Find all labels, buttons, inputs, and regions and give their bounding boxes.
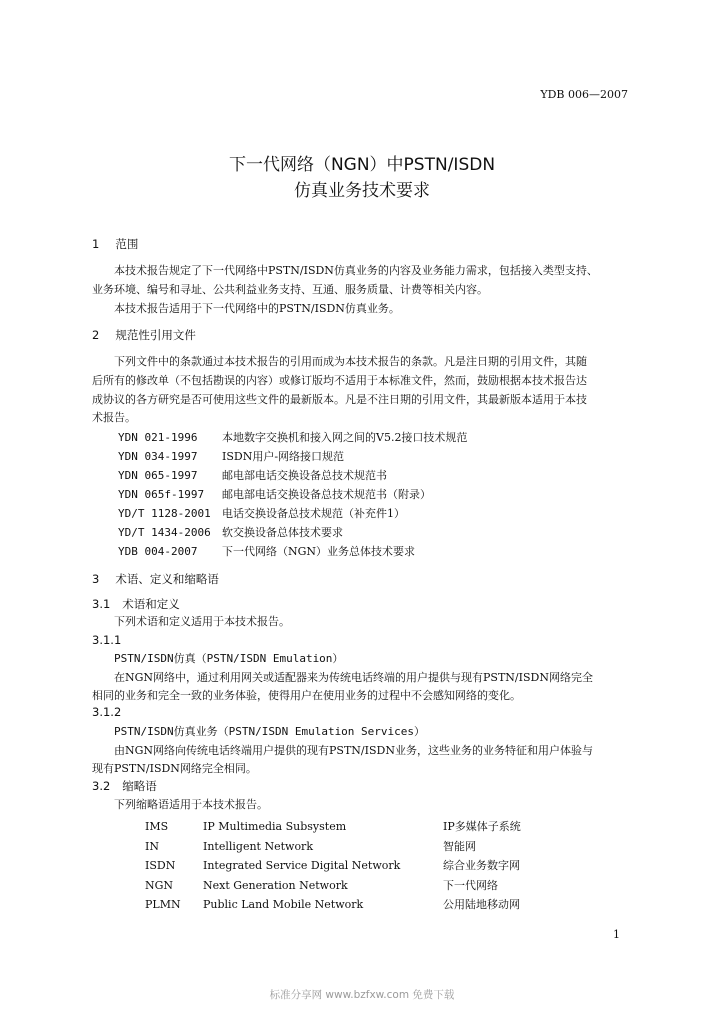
subsection-3-2-heading bbox=[92, 778, 157, 794]
reference-name: ISDN用户-网络接口规范 bbox=[222, 450, 345, 463]
abbreviation: NGN bbox=[145, 879, 174, 892]
reference-item bbox=[118, 543, 415, 559]
abbreviation-row bbox=[145, 838, 476, 854]
clause-3-1-2-number: 3.1.2 bbox=[92, 705, 122, 719]
reference-name: 邮电部电话交换设备总技术规范书 bbox=[222, 469, 387, 482]
abbreviation-chinese: 智能网 bbox=[443, 840, 476, 853]
reference-code: YDN 065-1997 bbox=[118, 469, 198, 482]
subsection-title: 缩略语 bbox=[122, 779, 157, 793]
paragraph-line: 本技术报告规定了下一代网络中PSTN/ISDN仿真业务的内容及业务能力需求，包括接入类型支持、 bbox=[114, 264, 598, 277]
abbreviation-english: Next Generation Network bbox=[203, 879, 348, 892]
paragraph-line: 术报告。 bbox=[92, 411, 136, 424]
paragraph-line: 后所有的修改单（不包括勘误的内容）或修订版均不适用于本标准文件，然而，鼓励根据本技术报告达 bbox=[92, 374, 587, 387]
reference-code: YDB 004-2007 bbox=[118, 545, 198, 558]
paragraph-line: 相同的业务和完全一致的业务体验，使得用户在使用业务的过程中不会感知网络的变化。 bbox=[92, 689, 521, 702]
section-number: 1 bbox=[92, 237, 100, 251]
clause-3-1-1-number: 3.1.1 bbox=[92, 633, 122, 647]
paragraph-line: 业务环境、编号和寻址、公共利益业务支持、互通、服务质量、计费等相关内容。 bbox=[92, 283, 488, 296]
abbreviation-english: Public Land Mobile Network bbox=[203, 898, 364, 911]
abbreviation-english: Integrated Service Digital Network bbox=[203, 859, 401, 872]
page-number: 1 bbox=[613, 928, 620, 941]
paragraph-line: 成协议的各方研究是否可使用这些文件的最新版本。凡是不注日期的引用文件，其最新版本适用于本技 bbox=[92, 393, 587, 406]
reference-code: YDN 034-1997 bbox=[118, 450, 198, 463]
section-2-heading bbox=[92, 327, 196, 343]
reference-code: YD/T 1128-2001 bbox=[118, 507, 211, 520]
subsection-number: 3.1 bbox=[92, 597, 111, 611]
term-3-1-1: PSTN/ISDN仿真（PSTN/ISDN Emulation） bbox=[114, 652, 344, 665]
reference-item bbox=[118, 486, 431, 502]
paragraph-line: 本技术报告适用于下一代网络中的PSTN/ISDN仿真业务。 bbox=[114, 302, 400, 315]
term-3-1-2: PSTN/ISDN仿真业务（PSTN/ISDN Emulation Services） bbox=[114, 725, 426, 738]
abbreviation-row bbox=[145, 857, 520, 873]
section-title: 术语、定义和缩略语 bbox=[115, 572, 219, 586]
reference-item bbox=[118, 505, 405, 521]
abbreviation-row bbox=[145, 877, 498, 893]
abbreviation-row bbox=[145, 818, 521, 834]
document-number: YDB 006—2007 bbox=[540, 88, 628, 101]
section-number: 2 bbox=[92, 328, 100, 342]
subsection-title: 术语和定义 bbox=[122, 597, 180, 611]
reference-code: YDN 065f-1997 bbox=[118, 488, 205, 501]
reference-item bbox=[118, 429, 467, 445]
reference-code: YDN 021-1996 bbox=[118, 431, 198, 444]
abbreviation-chinese: 公用陆地移动网 bbox=[443, 898, 520, 911]
section-title: 范围 bbox=[115, 237, 139, 251]
reference-name: 邮电部电话交换设备总技术规范书（附录） bbox=[222, 488, 431, 501]
abbreviation: IN bbox=[145, 840, 159, 853]
title-line-1: 下一代网络（NGN）中PSTN/ISDN bbox=[228, 155, 496, 175]
section-3-heading bbox=[92, 571, 219, 587]
footer-watermark: 标准分享网 www.bzfxw.com 免费下载 bbox=[269, 989, 455, 1001]
paragraph-line: 在NGN网络中，通过利用网关或适配器来为传统电话终端的用户提供与现有PSTN/ISDN网络完全 bbox=[114, 671, 593, 684]
section-number: 3 bbox=[92, 572, 100, 586]
reference-name: 本地数字交换机和接入网之间的V5.2接口技术规范 bbox=[222, 431, 468, 444]
reference-code: YD/T 1434-2006 bbox=[118, 526, 211, 539]
paragraph-line: 由NGN网络向传统电话终端用户提供的现有PSTN/ISDN业务，这些业务的业务特征和用户体验与 bbox=[114, 744, 593, 757]
title-line-2: 仿真业务技术要求 bbox=[294, 181, 430, 201]
abbreviation-chinese: 下一代网络 bbox=[443, 879, 498, 892]
abbreviation-english: Intelligent Network bbox=[203, 840, 313, 853]
reference-item bbox=[118, 524, 343, 540]
reference-item bbox=[118, 467, 387, 483]
abbreviation-english: IP Multimedia Subsystem bbox=[203, 820, 347, 833]
section-1-heading bbox=[92, 236, 138, 252]
abbreviation: PLMN bbox=[145, 898, 181, 911]
subsection-number: 3.2 bbox=[92, 779, 111, 793]
paragraph-line: 下列术语和定义适用于本技术报告。 bbox=[114, 615, 290, 628]
reference-name: 软交换设备总体技术要求 bbox=[222, 526, 343, 539]
reference-item bbox=[118, 448, 344, 464]
abbreviation-chinese: 综合业务数字网 bbox=[443, 859, 520, 872]
abbreviation-chinese: IP多媒体子系统 bbox=[443, 820, 521, 833]
abbreviation-row bbox=[145, 896, 520, 912]
paragraph-line: 下列缩略语适用于本技术报告。 bbox=[114, 798, 268, 811]
abbreviation: ISDN bbox=[145, 859, 176, 872]
paragraph-line: 下列文件中的条款通过本技术报告的引用而成为本技术报告的条款。凡是注日期的引用文件，其随 bbox=[114, 355, 587, 368]
subsection-3-1-heading bbox=[92, 596, 180, 612]
abbreviation: IMS bbox=[145, 820, 169, 833]
reference-name: 电话交换设备总技术规范（补充件1） bbox=[222, 507, 405, 520]
paragraph-line: 现有PSTN/ISDN网络完全相同。 bbox=[92, 762, 257, 775]
reference-name: 下一代网络（NGN）业务总体技术要求 bbox=[222, 545, 416, 558]
section-title: 规范性引用文件 bbox=[115, 328, 196, 342]
